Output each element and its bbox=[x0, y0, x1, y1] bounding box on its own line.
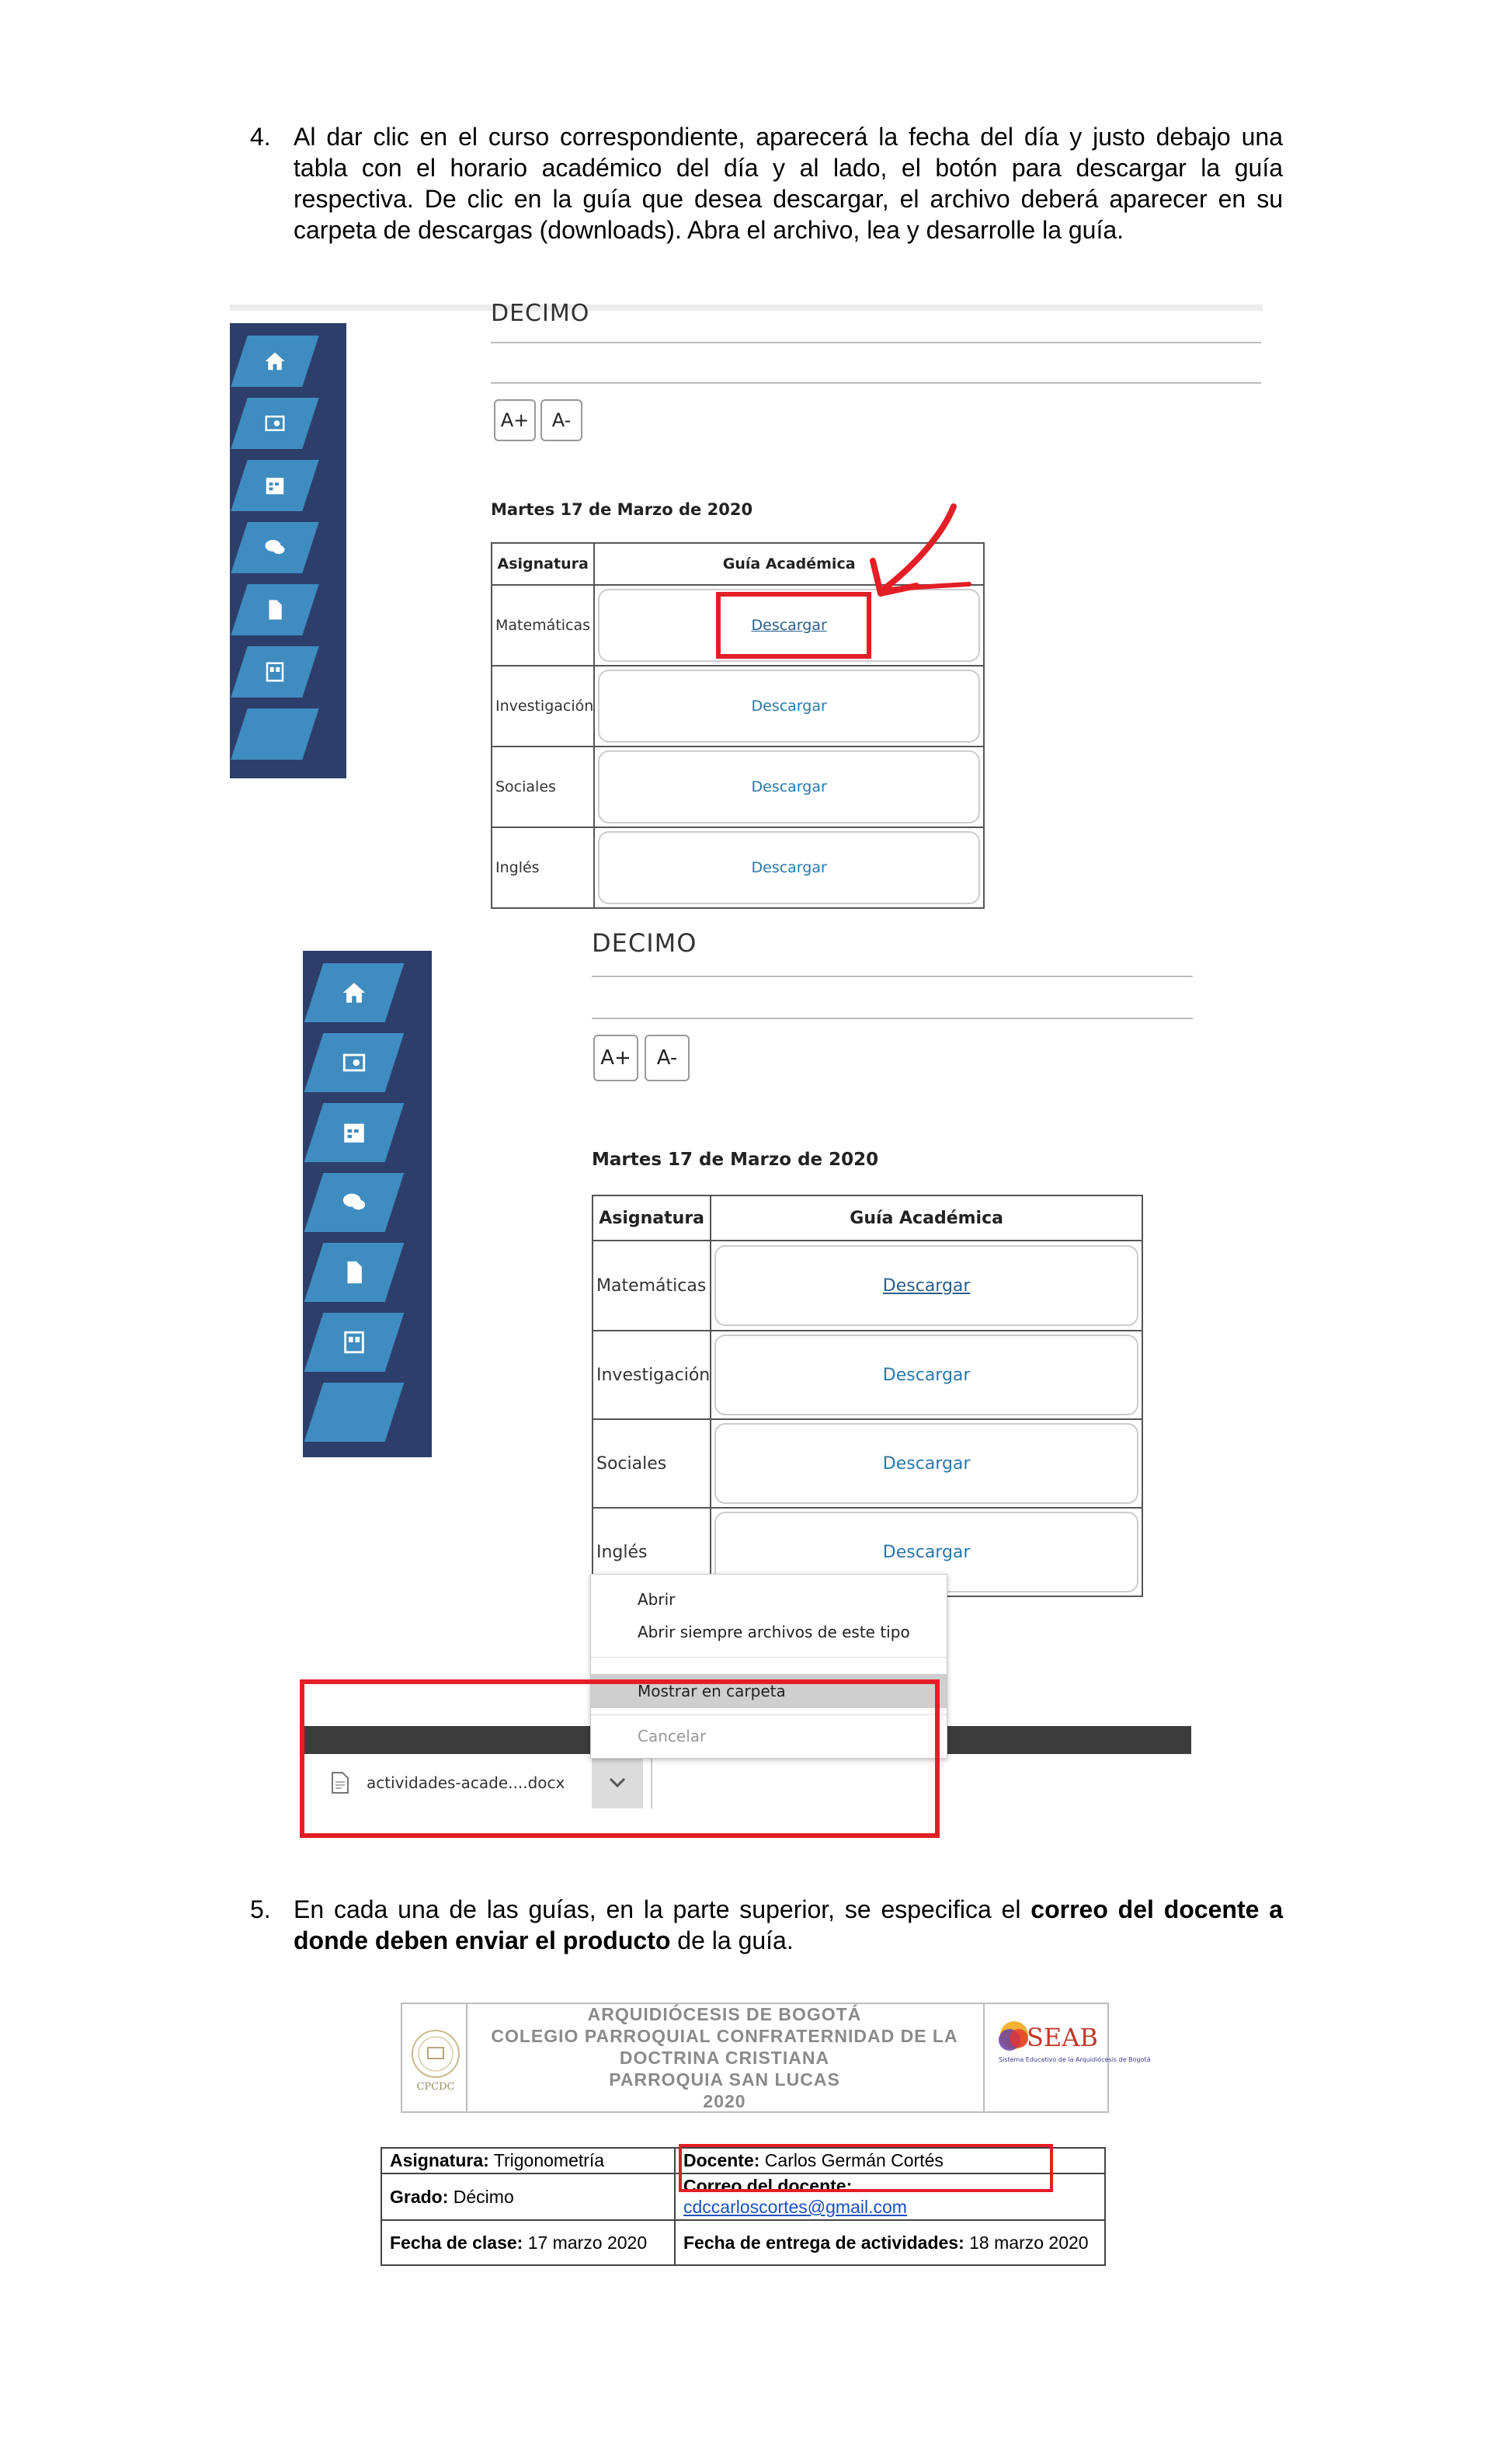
download-button[interactable] bbox=[598, 670, 980, 743]
sidebar-diploma[interactable] bbox=[304, 1033, 405, 1092]
subject-cell: Matemáticas bbox=[593, 1241, 711, 1331]
step-5 bbox=[250, 1894, 1283, 1956]
highlight-box bbox=[300, 1679, 940, 1838]
table-row bbox=[593, 1419, 1142, 1508]
sidebar-blank[interactable] bbox=[231, 708, 318, 760]
font-increase-button[interactable]: A+ bbox=[494, 399, 536, 441]
calendar-icon bbox=[341, 1119, 367, 1146]
due-date-value: 18 marzo 2020 bbox=[969, 2233, 1089, 2253]
table-row bbox=[492, 827, 984, 908]
subject-cell: Sociales bbox=[593, 1419, 711, 1508]
due-date-cell bbox=[675, 2220, 1105, 2265]
sidebar-diploma[interactable] bbox=[231, 398, 318, 449]
download-link[interactable]: Descargar bbox=[882, 1542, 971, 1562]
download-button[interactable] bbox=[598, 750, 980, 823]
chat-icon bbox=[341, 1189, 367, 1216]
class-date-cell bbox=[381, 2220, 675, 2265]
table-row bbox=[593, 1241, 1142, 1331]
teacher-value: Carlos Germán Cortés bbox=[764, 2150, 944, 2170]
download-link[interactable]: Descargar bbox=[882, 1453, 971, 1474]
seab-subtitle: Sistema Educativo de la Arquidiócesis de Bogotá bbox=[999, 2056, 1151, 2063]
calendar-icon bbox=[263, 474, 287, 497]
schedule-date: Martes 17 de Marzo de 2020 bbox=[491, 500, 753, 519]
subject-cell: Matemáticas bbox=[492, 585, 594, 666]
sidebar-chat[interactable] bbox=[304, 1173, 405, 1232]
sidebar-document[interactable] bbox=[231, 584, 318, 635]
sidebar bbox=[230, 323, 346, 778]
sidebar-chat[interactable] bbox=[231, 522, 318, 573]
header-line-4: PARROQUIA SAN LUCAS bbox=[609, 2069, 840, 2090]
highlight-box bbox=[716, 592, 871, 659]
chat-icon bbox=[263, 536, 287, 559]
class-date-label: Fecha de clase: bbox=[390, 2232, 523, 2253]
grade-value: Décimo bbox=[453, 2186, 514, 2207]
subject-cell: Sociales bbox=[492, 747, 594, 827]
table-row bbox=[492, 666, 984, 747]
download-button[interactable] bbox=[714, 1245, 1138, 1326]
document-icon bbox=[263, 598, 287, 621]
schedule-date: Martes 17 de Marzo de 2020 bbox=[592, 1150, 879, 1170]
header-logo-cell-right bbox=[985, 2004, 1151, 2111]
grade-heading: DECIMO bbox=[491, 300, 590, 327]
download-link[interactable]: Descargar bbox=[751, 778, 827, 795]
divider bbox=[491, 342, 1261, 343]
sidebar bbox=[303, 951, 432, 1457]
download-button[interactable] bbox=[714, 1423, 1138, 1504]
download-link[interactable]: Descargar bbox=[751, 859, 827, 876]
download-link[interactable]: Descargar bbox=[882, 1276, 971, 1296]
step-4-number: 4. bbox=[250, 123, 271, 151]
sidebar-calendar[interactable] bbox=[304, 1103, 405, 1162]
sidebar-home[interactable] bbox=[231, 336, 318, 387]
header-title-cell bbox=[466, 2004, 985, 2111]
step-5-number: 5. bbox=[250, 1895, 271, 1923]
menu-separator bbox=[591, 1657, 947, 1658]
home-icon bbox=[263, 350, 287, 373]
due-date-label: Fecha de entrega de actividades: bbox=[683, 2233, 964, 2253]
subject-label: Asignatura: bbox=[390, 2150, 489, 2170]
column-header-guide: Guía Académica bbox=[594, 543, 984, 585]
menu-item-always-open[interactable]: Abrir siempre archivos de este tipo bbox=[638, 1623, 910, 1641]
id-card-icon bbox=[263, 660, 287, 684]
seab-logo bbox=[994, 2015, 1151, 2077]
screenshot-course-page-2 bbox=[300, 928, 1263, 1838]
seab-logo-text: SEAB bbox=[1027, 2023, 1098, 2052]
sidebar-id-card[interactable] bbox=[231, 646, 318, 698]
sidebar-calendar[interactable] bbox=[231, 460, 318, 511]
school-seal-logo bbox=[408, 2023, 463, 2094]
grade-label: Grado: bbox=[390, 2186, 449, 2207]
download-link[interactable]: Descargar bbox=[882, 1365, 971, 1385]
subject-cell: Investigación bbox=[593, 1331, 711, 1419]
menu-item-open[interactable]: Abrir bbox=[638, 1590, 676, 1609]
header-logo-cell-left bbox=[402, 2004, 467, 2111]
id-card-icon bbox=[341, 1329, 367, 1356]
download-link[interactable]: Descargar bbox=[751, 617, 827, 634]
header-line-3: DOCTRINA CRISTIANA bbox=[619, 2048, 830, 2068]
step-4 bbox=[250, 121, 1283, 245]
divider bbox=[592, 1018, 1193, 1019]
seal-text: CPCDC bbox=[416, 2081, 455, 2093]
document-icon bbox=[341, 1259, 367, 1286]
subject-cell: Inglés bbox=[492, 827, 594, 908]
teacher-label: Docente: bbox=[683, 2150, 760, 2170]
subject-value: Trigonometría bbox=[493, 2150, 605, 2170]
menu-item-cancel[interactable]: Cancelar bbox=[638, 1727, 707, 1745]
home-icon bbox=[341, 980, 367, 1006]
step-5-text-before: En cada una de las guías, en la parte superior, se especifica el bbox=[294, 1895, 1031, 1923]
download-link[interactable]: Descargar bbox=[751, 698, 827, 715]
divider bbox=[592, 976, 1193, 977]
divider bbox=[491, 382, 1261, 384]
download-filename: actividades-acade....docx bbox=[367, 1773, 565, 1792]
sidebar-home[interactable] bbox=[304, 963, 405, 1022]
school-header bbox=[401, 2003, 1151, 2113]
diploma-icon bbox=[341, 1049, 367, 1076]
header-line-2: COLEGIO PARROQUIAL CONFRATERNIDAD DE LA bbox=[491, 2026, 958, 2046]
highlight-box bbox=[679, 2144, 1053, 2192]
sidebar-document[interactable] bbox=[304, 1243, 405, 1302]
step-4-text: Al dar clic en el curso correspondiente, aparecerá la fecha del día y justo debajo una tabla con el horario académico del día y al lado, el botón para descargar la guía respectiva. De clic en la guía que desea descargar, el archivo deberá aparecer en su carpeta de descargas (downloads). Abra el archivo, lea y desarrolle la guía. bbox=[294, 123, 1283, 244]
annotation-arrow bbox=[851, 499, 975, 607]
menu-item-show-in-folder-label: Mostrar en carpeta bbox=[638, 1682, 786, 1700]
download-button[interactable] bbox=[714, 1335, 1138, 1415]
font-decrease-button[interactable]: A- bbox=[540, 399, 582, 441]
step-5-bold: correo del docente a donde deben enviar el producto bbox=[294, 1895, 1284, 1954]
column-header-subject: Asignatura bbox=[593, 1195, 711, 1241]
table-row bbox=[492, 747, 984, 827]
screenshot-course-page-1 bbox=[230, 300, 1263, 918]
header-year: 2020 bbox=[703, 2091, 746, 2111]
grade-cell bbox=[381, 2173, 675, 2220]
column-header-subject: Asignatura bbox=[492, 543, 594, 585]
sidebar-id-card[interactable] bbox=[304, 1313, 405, 1372]
font-decrease-button[interactable]: A- bbox=[645, 1035, 690, 1081]
download-button[interactable] bbox=[598, 831, 980, 904]
subject-cell: Inglés bbox=[593, 1508, 711, 1596]
step-5-text-after: de la guía. bbox=[670, 1926, 794, 1954]
top-strip bbox=[230, 305, 1263, 311]
grade-heading: DECIMO bbox=[592, 928, 697, 958]
header-line-1: ARQUIDIÓCESIS DE BOGOTÁ bbox=[587, 2004, 862, 2024]
email-label: Correo del docente: bbox=[683, 2176, 853, 2196]
class-date-value: 17 marzo 2020 bbox=[527, 2232, 648, 2253]
diploma-icon bbox=[263, 412, 287, 435]
step-5-text bbox=[294, 1894, 1283, 1956]
schedule-table bbox=[592, 1195, 1143, 1597]
subject-cell: Investigación bbox=[492, 666, 594, 747]
table-row bbox=[593, 1331, 1142, 1419]
font-increase-button[interactable]: A+ bbox=[593, 1035, 638, 1081]
teacher-email-link[interactable]: cdccarloscortes@gmail.com bbox=[683, 2197, 907, 2217]
sidebar-blank[interactable] bbox=[304, 1383, 405, 1442]
subject-cell bbox=[381, 2148, 675, 2173]
column-header-guide: Guía Académica bbox=[711, 1195, 1142, 1241]
